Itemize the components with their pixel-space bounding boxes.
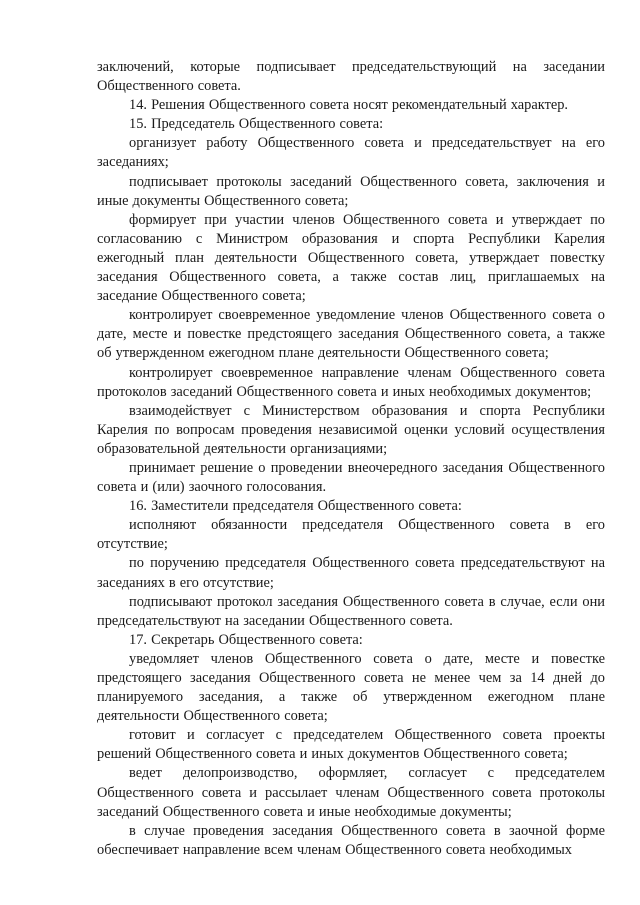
paragraph-item-16-heading: 16. Заместители председателя Общественного совета:	[129, 498, 462, 515]
paragraph-deputy-duty: подписывают протокол заседания Общественного совета в случае, если они председательствуют на заседании Общественного совета.	[97, 593, 605, 629]
paragraph-chair-duty: контролирует своевременное направление членам Общественного совета протоколов заседаний Общественного совета и иных необходимых документов;	[97, 364, 605, 400]
paragraph-chair-duty: контролирует своевременное уведомление членов Общественного совета о дате, месте и повестке предстоящего заседания Общественного совета, а также об утвержденном ежегодном плане деятельности Общественного совета;	[97, 307, 605, 362]
paragraph-secretary-duty: в случае проведения заседания Общественного совета в заочной форме обеспечивает направление всем членам Общественного совета необходимых	[97, 822, 605, 858]
paragraph-secretary-duty: ведет делопроизводство, оформляет, согласует с председателем Общественного совета и рассылает членам Общественного совета протоколы заседаний Общественного совета и иные необходимые документы;	[97, 765, 605, 820]
paragraph-deputy-duty: исполняют обязанности председателя Общественного совета в его отсутствие;	[97, 517, 605, 553]
paragraph-chair-duty: взаимодействует с Министерством образования и спорта Республики Карелия по вопросам проведения независимой оценки условий осуществления образовательной деятельности организациями;	[97, 402, 605, 457]
paragraph-chair-duty: подписывает протоколы заседаний Общественного совета, заключения и иные документы Общественного совета;	[97, 173, 605, 209]
paragraph-item-14: 14. Решения Общественного совета носят рекомендательный характер.	[129, 97, 569, 114]
paragraph-item-15-heading: 15. Председатель Общественного совета:	[129, 116, 384, 133]
paragraph-chair-duty: организует работу Общественного совета и председательствует на его заседаниях;	[97, 135, 605, 171]
paragraph-item-17-heading: 17. Секретарь Общественного совета:	[129, 631, 363, 648]
paragraph-secretary-duty: уведомляет членов Общественного совета о дате, месте и повестке предстоящего заседания Общественного совета не менее чем за 14 дней до планируемого заседания, а также об утвержденном ежегодном плане деятельности Общественного совета;	[97, 650, 605, 725]
paragraph-secretary-duty: готовит и согласует с председателем Общественного совета проекты решений Общественного совета и иных документов Общественного совета;	[97, 727, 605, 763]
paragraph-deputy-duty: по поручению председателя Общественного совета председательствуют на заседаниях в его отсутствие;	[97, 555, 605, 591]
paragraph-continuation: заключений, которые подписывает председательствующий на заседании Общественного совета.	[97, 59, 605, 95]
paragraph-chair-duty: принимает решение о проведении внеочередного заседания Общественного совета и (или) заочного голосования.	[97, 459, 605, 496]
document-body	[97, 58, 605, 860]
paragraph-chair-duty: формирует при участии членов Общественного совета и утверждает по согласованию с Министром образования и спорта Республики Карелия ежегодный план деятельности Общественного совета, утверждает повестку заседания Общественного совета, а также состав лиц, приглашаемых на заседание Общественного совета;	[97, 211, 605, 305]
